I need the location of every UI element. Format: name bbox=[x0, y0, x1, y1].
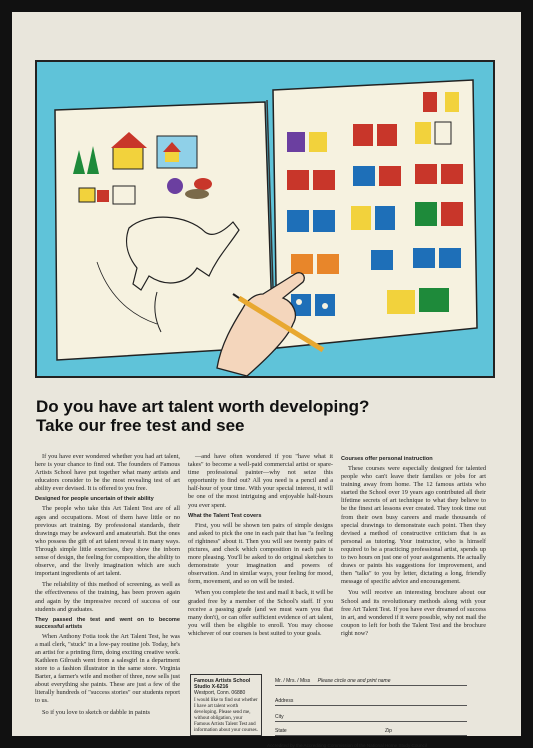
paragraph: When Anthony Fotia took the Art Talent Test, he was a mail clerk, "stuck" in a low-pay routine job. Today, he's an artist for a printing firm, doing exciting creative work. Kathleen Gilroath went from a salesgirl in a department store to a fashion illustrator in the same store. Virginia Barter, a farmer's wife and mother of three, now sells just about everything she paints. These are just a few of the literally hundreds of "success stories" our students report to us. bbox=[35, 632, 180, 705]
subheading: They passed the test and went on to become successful artists bbox=[35, 616, 180, 630]
name-field[interactable] bbox=[275, 678, 467, 686]
art-test-book-illustration bbox=[35, 60, 495, 378]
state-zip-field[interactable] bbox=[275, 728, 467, 736]
accreditation-note: Accredited by the Accrediting Commission of the National Home Study Council bbox=[267, 743, 427, 748]
school-name: Famous Artists School bbox=[194, 678, 251, 684]
school-city: Westport, Conn. 06880 bbox=[194, 690, 246, 696]
magazine-back-cover bbox=[12, 12, 521, 748]
name-hint: Please circle one and print name bbox=[317, 678, 391, 684]
body-column-2 bbox=[188, 453, 333, 641]
paragraph: When you complete the test and mail it back, it will be graded free by a member of the School's staff. If you receive a passing grade (and we must warn you that many don't), or can offer sufficient evidence of art talent, you will then be eligible to enroll. You may choose whichever of our courses is best suited to your goals. bbox=[188, 589, 333, 637]
open-book-with-drawing-hand bbox=[37, 62, 493, 376]
state-label: State bbox=[275, 728, 287, 734]
coupon-message: I would like to find out whether I have art talent worth developing. Please send me, without obligation, your Famous Artists Talent Test and information about your courses. bbox=[194, 698, 258, 733]
subheading: What the Talent Test covers bbox=[188, 512, 262, 519]
paragraph: The reliability of this method of screening, as well as the effectiveness of the training, has been proven again and again by the impressive record of success of our students and graduates. bbox=[35, 581, 180, 613]
paragraph: First, you will be shown ten pairs of simple designs and asked to pick the one in each pair that has "a feeling of rightness" about it. Then you will see twenty pairs of pictures, and check which composition in each pair is more pleasing. You'll be asked to do original sketches to demonstrate your imagination and powers of observation. And in similar ways, your feeling for mood, form, movement, and so on will be tested. bbox=[188, 521, 333, 586]
zip-label: Zip bbox=[385, 728, 392, 734]
studio-number: Studio X-6216 bbox=[194, 684, 229, 690]
coupon-address-box bbox=[190, 674, 262, 736]
salutation-label: Mr. / Mrs. / Miss bbox=[275, 678, 311, 684]
paragraph: —and have often wondered if you "have what it takes" to become a well-paid commercial artist or spare-time professional painter—why not seize this opportunity to find out? All you need is a pencil and a half-hour of your time. With your special interest, it will be one of the most intriguing and enjoyable half-hours you ever spent. bbox=[188, 453, 333, 509]
address-label: Address bbox=[275, 698, 294, 704]
body-column-1 bbox=[35, 453, 180, 720]
address-field[interactable] bbox=[275, 698, 467, 706]
city-label: City bbox=[275, 714, 284, 720]
subheading: Courses offer personal instruction bbox=[341, 456, 433, 462]
subheading: Designed for people uncertain of their ability bbox=[35, 496, 154, 503]
coupon-form bbox=[267, 674, 467, 736]
city-field[interactable] bbox=[275, 714, 467, 722]
paragraph: You will receive an interesting brochure about our School and its revolutionary methods along with your free Art Talent Test. If you have ever dreamed of success in art, and wondered if it were possible, why not mail the coupon to left for both the Talent Test and the brochure right now? bbox=[341, 589, 486, 637]
ad-headline bbox=[36, 397, 496, 435]
body-column-3 bbox=[341, 453, 486, 641]
paragraph: These courses were especially designed for talented people who can't leave their families or jobs for art training away from home. The 12 famous artists who started the School over 19 years ago contributed all their lifetime secrets of art technique to what they believe to be the finest art lessons ever created. They took time out from their own busy careers and made thousands of special drawings to demonstrate each point. Then they devised a method of constructive criticism that is as personal as tutoring. Your instructor, who is himself required to be a practicing professional artist, spends up to two hours on just one of your assignments. He actually draws or paints his suggestions for improvement, and then "talks" to you by letter, dictating a long, friendly message of specific advice and encouragement. bbox=[341, 465, 486, 586]
paragraph: So if you love to sketch or dabble in paints bbox=[42, 708, 150, 716]
paragraph: The people who take this Art Talent Test are of all ages and occupations. Most of them have little or no previous art training. By professional standards, their drawings may be awkward and amateurish. But the ones who possess the gift of art talent reveal it in many ways. Through simple little exercises, they show the inborn sense of design, the feeling for composition, the ability to observe, and the lively imagination which are such important ingredients of art talent. bbox=[35, 505, 180, 578]
headline-line-2: Take our free test and see bbox=[36, 416, 245, 435]
headline-line-1: Do you have art talent worth developing? bbox=[36, 397, 370, 416]
paragraph: If you have ever wondered whether you had art talent, here is your chance to find out. The founders of Famous Artists School have put together what many artists and educators consider to be the most revealing test of art ability ever devised. It is offered to you free. bbox=[35, 453, 180, 493]
